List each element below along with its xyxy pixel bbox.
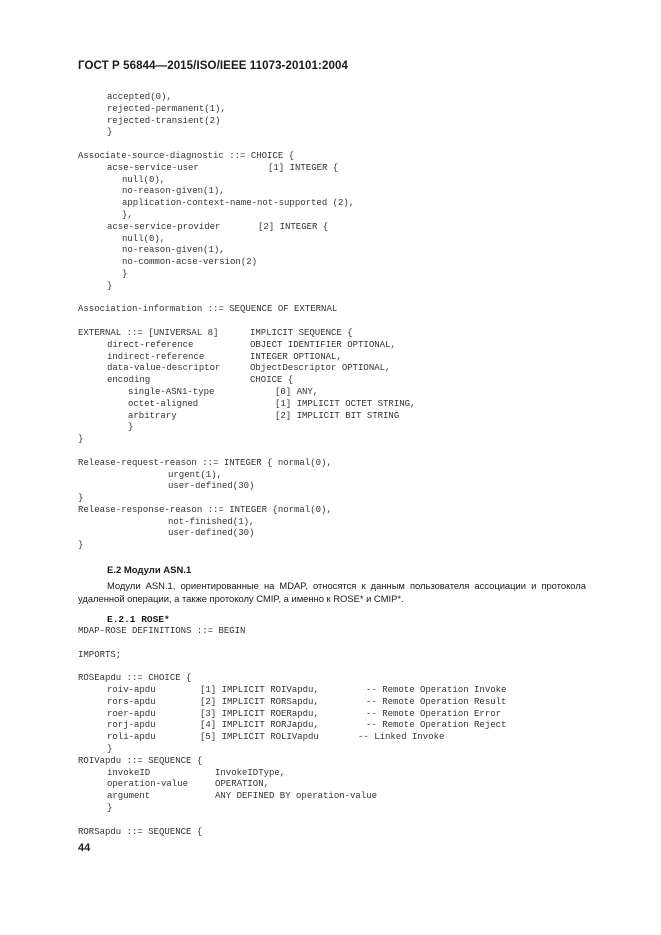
code-token: user-defined(30) <box>168 481 255 492</box>
code-token: } <box>78 540 84 551</box>
code-line <box>0 234 661 246</box>
code-token: [4] IMPLICIT RORJapdu, <box>200 720 319 731</box>
code-line <box>0 661 661 673</box>
code-token: RORSapdu ::= SEQUENCE { <box>78 826 203 837</box>
code-token: [0] ANY, <box>275 386 319 397</box>
code-line <box>0 352 661 364</box>
code-line <box>0 709 661 721</box>
section-heading: E.2 Модули ASN.1 <box>107 565 192 576</box>
code-line <box>0 685 661 697</box>
code-token: ROSEapdu ::= CHOICE { <box>78 673 192 684</box>
code-line <box>0 127 661 139</box>
code-token: [1] IMPLICIT OCTET STRING, <box>275 398 416 409</box>
code-line <box>0 245 661 257</box>
code-line <box>0 222 661 234</box>
code-token: rorj-apdu <box>107 720 156 731</box>
code-token: ROIVapdu ::= SEQUENCE { <box>78 755 203 766</box>
code-token: MDAP-ROSE DEFINITIONS ::= BEGIN <box>78 626 246 636</box>
code-token: roiv-apdu <box>107 684 156 695</box>
code-line <box>0 104 661 116</box>
code-token: Associate-source-diagnostic ::= CHOICE { <box>78 150 295 161</box>
document-header: ГОСТ Р 56844—2015/ISO/IEEE 11073-20101:2004 <box>78 60 348 72</box>
code-line <box>0 375 661 387</box>
code-token: user-defined(30) <box>168 528 255 539</box>
code-line <box>0 446 661 458</box>
code-line <box>0 186 661 198</box>
code-token: application-context-name-not-supported (2), <box>122 198 355 209</box>
code-token: OPERATION, <box>215 779 270 790</box>
code-token: indirect-reference <box>107 351 205 362</box>
page-number: 44 <box>78 842 91 854</box>
code-line <box>0 175 661 187</box>
code-line <box>0 470 661 482</box>
code-token: } <box>78 493 84 504</box>
code-line <box>0 92 661 104</box>
code-line <box>0 304 661 316</box>
code-line <box>0 540 661 552</box>
subsection-heading: E.2.1 ROSE* <box>107 614 170 625</box>
code-token: rejected-transient(2) <box>107 115 221 126</box>
code-token: CHOICE { <box>250 375 294 386</box>
code-token: roer-apdu <box>107 708 156 719</box>
code-line <box>0 116 661 128</box>
code-token: Release-response-reason ::= INTEGER {normal(0), <box>78 504 332 515</box>
code-line <box>0 363 661 375</box>
code-line <box>0 650 661 662</box>
code-token: -- Remote Operation Result <box>366 696 507 707</box>
body-paragraph: Модули ASN.1, ориентированные на MDAP, относятся к данным пользователя ассоциации и протокола удаленной операции, а также протоколу CMIP, а именно к ROSE* и CMIP*. <box>78 580 586 604</box>
code-token: -- Remote Operation Reject <box>366 720 507 731</box>
code-token: data-value-descriptor <box>107 363 221 374</box>
code-line <box>0 328 661 340</box>
code-line <box>0 744 661 756</box>
code-token: OBJECT IDENTIFIER OPTIONAL, <box>250 339 396 350</box>
code-token: octet-aligned <box>128 398 199 409</box>
code-line <box>0 815 661 827</box>
code-token: not-finished(1), <box>168 516 255 527</box>
code-token: argument <box>107 791 151 802</box>
code-line <box>0 803 661 815</box>
code-line <box>0 269 661 281</box>
code-token: EXTERNAL ::= [UNIVERSAL 8] <box>78 327 219 338</box>
code-token: ObjectDescriptor OPTIONAL, <box>250 363 391 374</box>
code-token: -- Remote Operation Invoke <box>366 684 507 695</box>
code-line <box>0 151 661 163</box>
code-line <box>0 434 661 446</box>
code-line <box>0 768 661 780</box>
code-line <box>0 493 661 505</box>
code-line <box>0 458 661 470</box>
code-line <box>0 257 661 269</box>
code-token: } <box>78 434 84 445</box>
asn1-code-block-top <box>0 92 661 552</box>
code-token: [2] INTEGER { <box>258 221 329 232</box>
code-token: Release-request-reason ::= INTEGER { normal(0), <box>78 457 332 468</box>
code-line <box>0 198 661 210</box>
code-token: IMPLICIT SEQUENCE { <box>250 327 353 338</box>
code-token: rejected-permanent(1), <box>107 103 226 114</box>
code-line <box>0 281 661 293</box>
code-line <box>0 827 661 839</box>
code-token: IMPORTS; <box>78 649 122 660</box>
code-line <box>0 411 661 423</box>
code-line <box>0 697 661 709</box>
code-token: Association-information ::= SEQUENCE OF EXTERNAL <box>78 304 338 315</box>
code-token: single-ASN1-type <box>128 386 215 397</box>
code-token: roli-apdu <box>107 732 156 743</box>
code-token: -- Linked Invoke <box>358 732 445 743</box>
code-token: null(0), <box>122 174 166 185</box>
code-token: [1] IMPLICIT ROIVapdu, <box>200 684 319 695</box>
code-token: rors-apdu <box>107 696 156 707</box>
code-token: [1] INTEGER { <box>268 162 339 173</box>
code-token: no-reason-given(1), <box>122 245 225 256</box>
code-line <box>0 210 661 222</box>
code-token: direct-reference <box>107 339 194 350</box>
code-line <box>0 422 661 434</box>
code-token: acse-service-provider <box>107 221 221 232</box>
code-token: [5] IMPLICIT ROLIVapdu <box>200 732 319 743</box>
code-line <box>0 387 661 399</box>
code-line <box>0 481 661 493</box>
code-token: } <box>107 743 113 754</box>
code-token: -- Remote Operation Error <box>366 708 502 719</box>
code-line <box>0 732 661 744</box>
code-token: no-reason-given(1), <box>122 186 225 197</box>
code-line <box>0 517 661 529</box>
code-token: arbitrary <box>128 410 177 421</box>
code-token: } <box>107 802 113 813</box>
code-line <box>0 163 661 175</box>
code-token: InvokeIDType, <box>215 767 286 778</box>
code-line <box>0 791 661 803</box>
code-line <box>0 340 661 352</box>
asn1-code-block-bottom <box>0 626 661 838</box>
code-line <box>0 293 661 305</box>
code-token: invokeID <box>107 767 151 778</box>
code-line <box>0 528 661 540</box>
code-line <box>0 316 661 328</box>
code-token: [2] IMPLICIT BIT STRING <box>275 410 400 421</box>
code-token: accepted(0), <box>107 92 172 102</box>
code-token: } <box>107 280 113 291</box>
code-token: INTEGER OPTIONAL, <box>250 351 342 362</box>
code-token: no-common-acse-version(2) <box>122 257 258 268</box>
code-line <box>0 399 661 411</box>
code-line <box>0 779 661 791</box>
code-token: null(0), <box>122 233 166 244</box>
code-token: acse-service-user <box>107 162 199 173</box>
code-token: } <box>107 127 113 138</box>
code-token: } <box>122 268 128 279</box>
code-line <box>0 638 661 650</box>
code-line <box>0 720 661 732</box>
code-token: [3] IMPLICIT ROERapdu, <box>200 708 319 719</box>
code-token: } <box>128 422 134 433</box>
code-line <box>0 673 661 685</box>
code-line <box>0 626 661 638</box>
code-line <box>0 505 661 517</box>
code-line <box>0 756 661 768</box>
code-token: urgent(1), <box>168 469 223 480</box>
code-line <box>0 139 661 151</box>
code-token: encoding <box>107 375 151 386</box>
code-token: [2] IMPLICIT RORSapdu, <box>200 696 319 707</box>
code-token: }, <box>122 209 133 220</box>
code-token: operation-value <box>107 779 189 790</box>
code-token: ANY DEFINED BY operation-value <box>215 791 378 802</box>
